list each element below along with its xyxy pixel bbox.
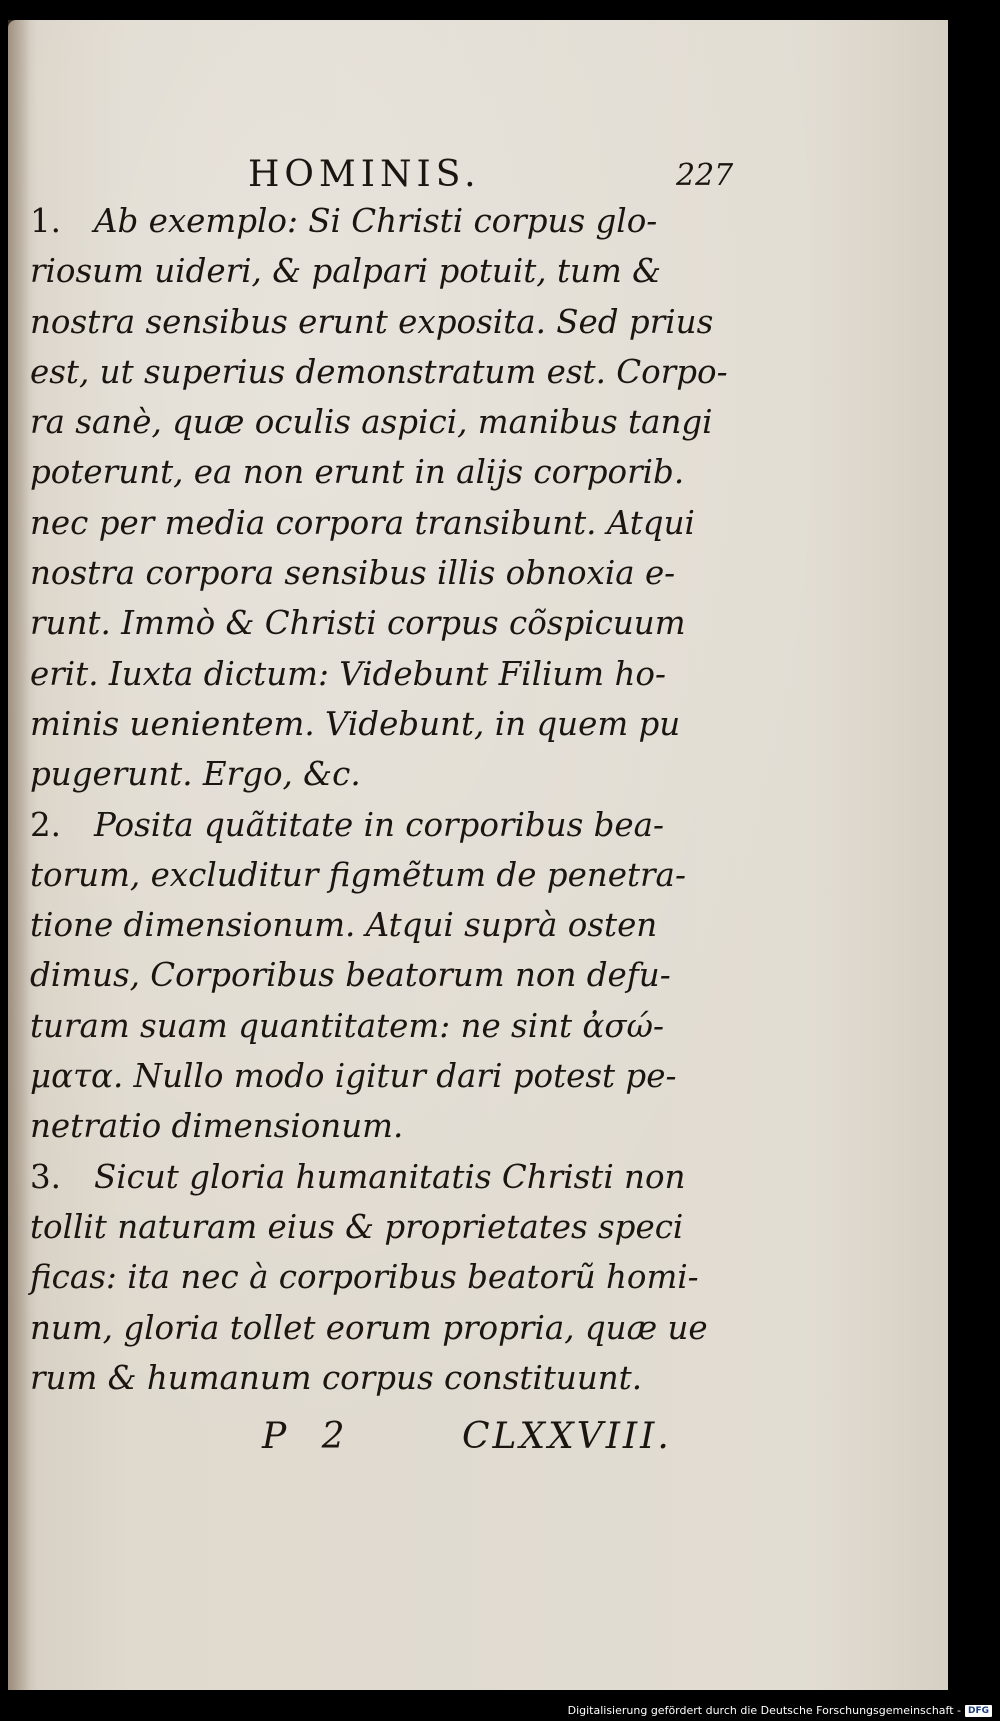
text-line: ficas: ita nec à corporibus beatorũ homi- [30, 1258, 699, 1297]
text-line: tollit naturam eius & proprietates speci [30, 1207, 684, 1246]
text-line: num, gloria tollet eorum propria, quæ ue [30, 1308, 708, 1347]
paragraph-number: 3. [30, 1157, 62, 1196]
text-line: turam suam quantitatem: ne sint ἀσώ- [30, 1006, 665, 1045]
page-header [0, 150, 1000, 200]
paragraph-number: 2. [30, 805, 62, 844]
paragraph-3 [30, 1152, 720, 1403]
paragraph-1 [30, 196, 728, 800]
text-line: riosum uideri, & palpari potuit, tum & [30, 252, 662, 291]
catchword: CLXXVIII. [462, 1416, 672, 1457]
text-line: ra sanè, quæ oculis aspici, manibus tangi [30, 403, 713, 442]
text-line: minis uenientem. Videbunt, in quem pu [30, 704, 681, 743]
credit-text: Digitalisierung gefördert durch die Deutsche Forschungsgemeinschaft - [567, 1704, 961, 1717]
dfg-logo: DFG [965, 1705, 992, 1717]
text-line: torum, excluditur figmẽtum de penetra- [30, 855, 686, 894]
text-line: erit. Iuxta dictum: Videbunt Filium ho- [30, 654, 666, 693]
text-line: netratio dimensionum. [30, 1107, 404, 1146]
paragraph-number: 1. [30, 202, 62, 240]
page-footer [0, 1416, 1000, 1466]
text-line: 1. Ab exemplo: Si Christi corpus glo- [30, 196, 720, 246]
digitization-credit [568, 1704, 992, 1717]
text-line: nostra corpora sensibus illis obnoxia e- [30, 554, 676, 593]
paragraph-2 [30, 800, 720, 1152]
text-line: 3. Sicut gloria humanitatis Christi non [30, 1152, 720, 1202]
text-line: tione dimensionum. Atqui suprà osten [30, 906, 658, 945]
page-number: 227 [676, 158, 734, 193]
text-line: runt. Immò & Christi corpus cõspicuum [30, 604, 686, 643]
text-line: pugerunt. Ergo, &c. [30, 755, 361, 794]
text-line: 2. Posita quãtitate in corporibus bea- [30, 800, 720, 850]
text-line: poterunt, ea non erunt in alijs corporib. [30, 453, 685, 492]
text-line: dimus, Corporibus beatorum non defu- [30, 956, 671, 995]
running-head: HOMINIS. [248, 154, 481, 195]
text-line: ματα. Nullo modo igitur dari potest pe- [30, 1057, 677, 1096]
text-line: rum & humanum corpus constituunt. [30, 1358, 643, 1397]
text-line: nec per media corpora transibunt. Atqui [30, 503, 695, 542]
signature-mark: P 2 [262, 1416, 357, 1457]
text-line: est, ut superius demonstratum est. Corpo- [30, 352, 728, 391]
page-body [30, 196, 728, 1403]
text-line: nostra sensibus erunt exposita. Sed prius [30, 302, 714, 341]
